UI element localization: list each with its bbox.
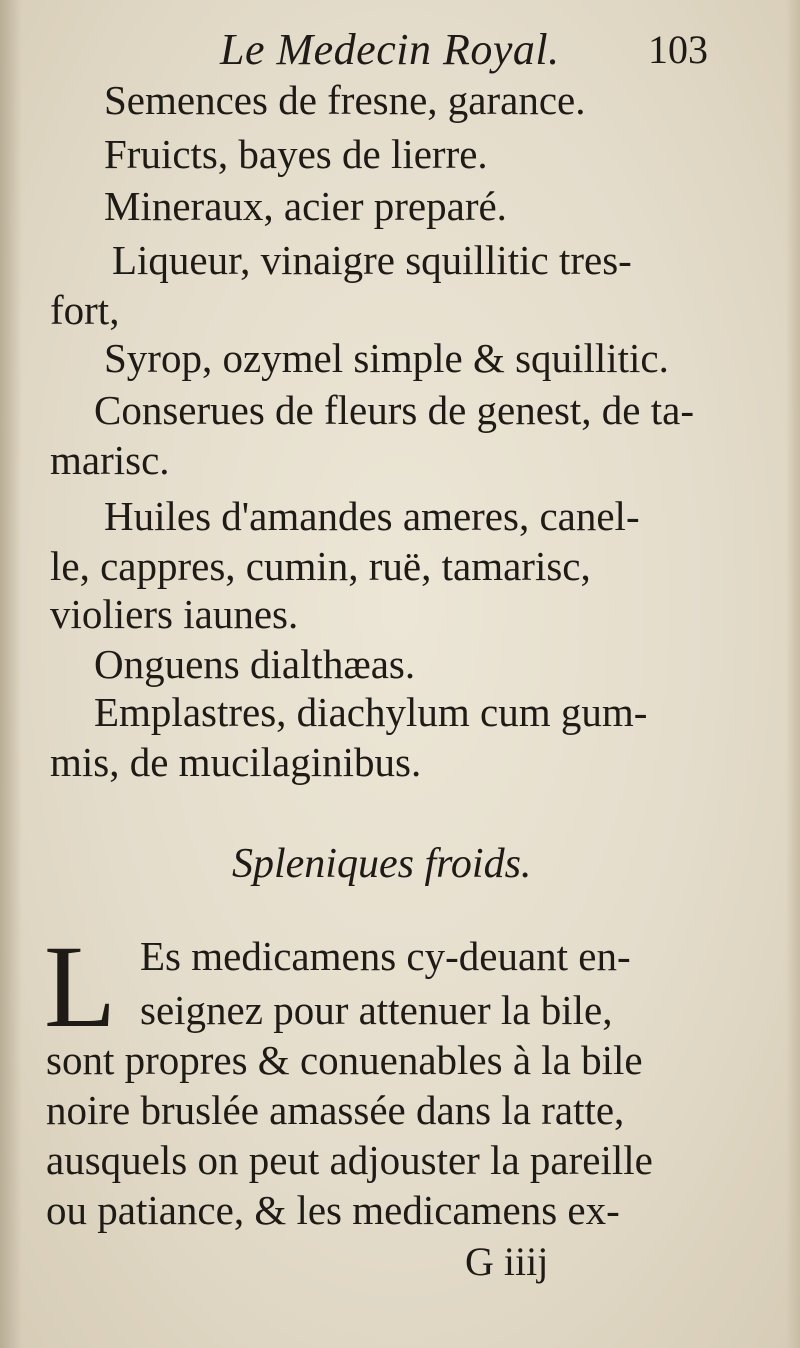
text-line: ausquels on peut adjouster la pareille xyxy=(46,1137,653,1183)
text-line: Mineraux, acier preparé. xyxy=(104,183,507,229)
text-line: le, cappres, cumin, ruë, tamarisc, xyxy=(50,543,591,589)
drop-cap: L xyxy=(44,921,117,1052)
text-line: Huiles d'amandes ameres, canel- xyxy=(104,493,640,539)
text-line: Emplastres, diachylum cum gum- xyxy=(94,689,648,735)
text-line: marisc. xyxy=(50,437,170,483)
text-line: noire bruslée amassée dans la ratte, xyxy=(46,1087,625,1133)
text-line: Conserues de fleurs de genest, de ta- xyxy=(94,387,694,433)
page-gutter-shadow xyxy=(0,0,22,1348)
text-line: seignez pour attenuer la bile, xyxy=(140,987,613,1033)
page-edge-shadow xyxy=(786,0,800,1348)
text-line: violiers iaunes. xyxy=(50,591,299,637)
text-line: Onguens dialthæas. xyxy=(94,641,416,687)
page-number: 103 xyxy=(648,27,708,72)
text-line: Semences de fresne, garance. xyxy=(104,77,586,123)
text-line: Liqueur, vinaigre squillitic tres- xyxy=(112,237,632,283)
section-heading: Spleniques froids. xyxy=(232,841,532,887)
text-line: sont propres & conuenables à la bile xyxy=(46,1037,643,1083)
running-head: Le Medecin Royal. xyxy=(220,25,560,74)
text-line: Es medicamens cy-deuant en- xyxy=(140,933,631,979)
text-line: Fruicts, bayes de lierre. xyxy=(104,131,488,177)
signature-mark: G iiij xyxy=(465,1239,549,1284)
text-line: Syrop, ozymel simple & squillitic. xyxy=(104,335,669,381)
text-line: ou patiance, & les medicamens ex- xyxy=(46,1187,620,1233)
text-line: mis, de mucilaginibus. xyxy=(50,739,422,785)
text-line: fort, xyxy=(50,287,120,333)
